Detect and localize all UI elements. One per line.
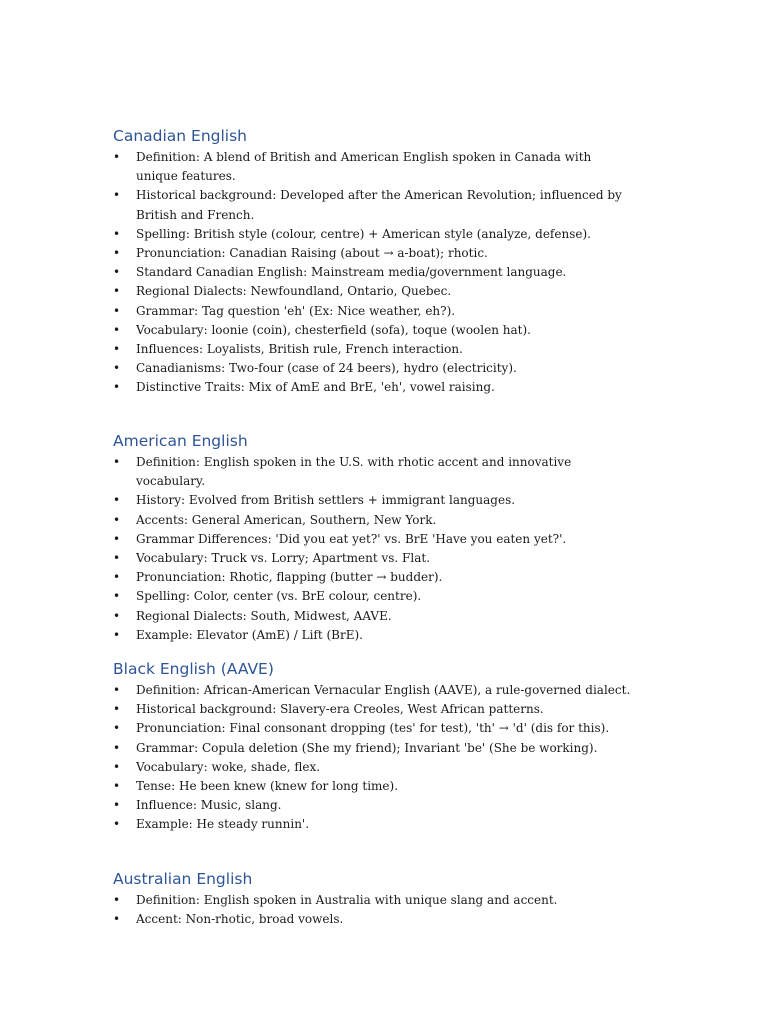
bullet-icon: • xyxy=(113,570,121,585)
list-item xyxy=(113,225,633,244)
section-australian-english xyxy=(113,869,633,929)
list-item xyxy=(113,568,633,587)
list-item xyxy=(113,378,633,397)
bullet-icon: • xyxy=(113,798,121,813)
list-item-text: Vocabulary: woke, shade, flex. xyxy=(136,759,321,774)
list-item-text: Grammar: Copula deletion (She my friend); Invariant 'be' (She be working). xyxy=(136,740,598,755)
bullet-icon: • xyxy=(113,740,121,755)
list-item xyxy=(113,815,633,834)
bullet-icon: • xyxy=(113,512,121,527)
list-item-text: Distinctive Traits: Mix of AmE and BrE, 'eh', vowel raising. xyxy=(136,380,495,395)
list-item xyxy=(113,453,633,491)
list-item xyxy=(113,719,633,738)
list-item-text: Tense: He been knew (knew for long time). xyxy=(136,779,399,794)
bullet-icon: • xyxy=(113,246,121,261)
bullet-icon: • xyxy=(113,493,121,508)
bullet-icon: • xyxy=(113,284,121,299)
bullet-icon: • xyxy=(113,380,121,395)
bullet-icon: • xyxy=(113,303,121,318)
list-item xyxy=(113,359,633,378)
bullet-list xyxy=(113,891,633,929)
bullet-icon: • xyxy=(113,322,121,337)
section-black-english-aave xyxy=(113,659,633,835)
list-item xyxy=(113,186,633,224)
bullet-icon: • xyxy=(113,779,121,794)
list-item-text: Accents: General American, Southern, New York. xyxy=(136,512,437,527)
bullet-icon: • xyxy=(113,608,121,623)
section-heading: Australian English xyxy=(113,870,253,888)
list-item xyxy=(113,491,633,510)
list-item xyxy=(113,681,633,700)
list-item xyxy=(113,739,633,758)
list-item xyxy=(113,549,633,568)
list-item-text: Spelling: British style (colour, centre) + American style (analyze, defense). xyxy=(136,226,591,241)
list-item-text: Influence: Music, slang. xyxy=(136,798,282,813)
bullet-icon: • xyxy=(113,912,121,927)
list-item xyxy=(113,587,633,606)
bullet-icon: • xyxy=(113,683,121,697)
bullet-icon: • xyxy=(113,188,121,203)
bullet-list xyxy=(113,453,633,645)
bullet-icon: • xyxy=(113,226,121,241)
section-heading: American English xyxy=(113,432,248,450)
bullet-list xyxy=(113,681,633,835)
list-item xyxy=(113,340,633,359)
list-item xyxy=(113,777,633,796)
list-item xyxy=(113,244,633,263)
list-item xyxy=(113,511,633,530)
bullet-icon: • xyxy=(113,817,121,832)
list-item xyxy=(113,282,633,301)
section-canadian-english xyxy=(113,126,633,398)
list-item xyxy=(113,148,633,186)
list-item xyxy=(113,891,633,910)
list-item-text: Grammar Differences: 'Did you eat yet?' vs. BrE 'Have you eaten yet?'. xyxy=(136,531,567,546)
bullet-icon: • xyxy=(113,589,121,604)
list-item-text: Historical background: Slavery-era Creoles, West African patterns. xyxy=(136,702,544,717)
section-heading: Black English (AAVE) xyxy=(113,660,274,678)
bullet-list xyxy=(113,148,633,398)
list-item-text: Accent: Non-rhotic, broad vowels. xyxy=(136,912,344,927)
bullet-icon: • xyxy=(113,342,121,357)
bullet-icon: • xyxy=(113,455,121,469)
list-item-text: Standard Canadian English: Mainstream media/government language. xyxy=(136,265,567,280)
list-item-text: Spelling: Color, center (vs. BrE colour, centre). xyxy=(136,589,422,604)
list-item-text: Canadianisms: Two-four (case of 24 beers), hydro (electricity). xyxy=(136,361,517,376)
bullet-icon: • xyxy=(113,721,121,736)
list-item xyxy=(113,700,633,719)
list-item xyxy=(113,321,633,340)
bullet-icon: • xyxy=(113,702,121,717)
list-item xyxy=(113,530,633,549)
list-item-text: Pronunciation: Canadian Raising (about → a-boat); rhotic. xyxy=(136,246,488,261)
list-item-text: Definition: African-American Vernacular English (AAVE), a rule-governed dialect. xyxy=(136,683,631,697)
list-item xyxy=(113,910,633,929)
list-item-text: Influences: Loyalists, British rule, French interaction. xyxy=(136,342,463,357)
list-item-text: Pronunciation: Final consonant dropping (tes' for test), 'th' → 'd' (dis for this). xyxy=(136,721,610,736)
bullet-icon: • xyxy=(113,627,121,642)
bullet-icon: • xyxy=(113,531,121,546)
list-item-text: Vocabulary: Truck vs. Lorry; Apartment vs. Flat. xyxy=(136,551,431,566)
list-item-text: Definition: A blend of British and American English spoken in Canada with unique features. xyxy=(136,150,592,184)
bullet-icon: • xyxy=(113,759,121,774)
list-item-text: Example: Elevator (AmE) / Lift (BrE). xyxy=(136,627,363,642)
list-item-text: Grammar: Tag question 'eh' (Ex: Nice weather, eh?). xyxy=(136,303,456,318)
list-item xyxy=(113,302,633,321)
list-item xyxy=(113,263,633,282)
section-heading: Canadian English xyxy=(113,127,248,145)
bullet-icon: • xyxy=(113,551,121,566)
list-item xyxy=(113,758,633,777)
bullet-icon: • xyxy=(113,265,121,280)
list-item-text: Regional Dialects: South, Midwest, AAVE. xyxy=(136,608,392,623)
list-item-text: Example: He steady runnin'. xyxy=(136,817,310,832)
list-item xyxy=(113,796,633,815)
section-american-english xyxy=(113,431,633,645)
list-item-text: Historical background: Developed after the American Revolution; influenced by British and French. xyxy=(136,188,622,222)
list-item xyxy=(113,626,633,645)
bullet-icon: • xyxy=(113,150,121,164)
list-item-text: Pronunciation: Rhotic, flapping (butter → budder). xyxy=(136,570,443,585)
list-item-text: Vocabulary: loonie (coin), chesterfield (sofa), toque (woolen hat). xyxy=(136,322,531,337)
list-item-text: Definition: English spoken in the U.S. with rhotic accent and innovative vocabulary. xyxy=(136,455,572,489)
bullet-icon: • xyxy=(113,893,121,907)
list-item-text: History: Evolved from British settlers + immigrant languages. xyxy=(136,493,516,508)
list-item-text: Regional Dialects: Newfoundland, Ontario, Quebec. xyxy=(136,284,452,299)
bullet-icon: • xyxy=(113,361,121,376)
list-item-text: Definition: English spoken in Australia with unique slang and accent. xyxy=(136,893,558,907)
list-item xyxy=(113,607,633,626)
